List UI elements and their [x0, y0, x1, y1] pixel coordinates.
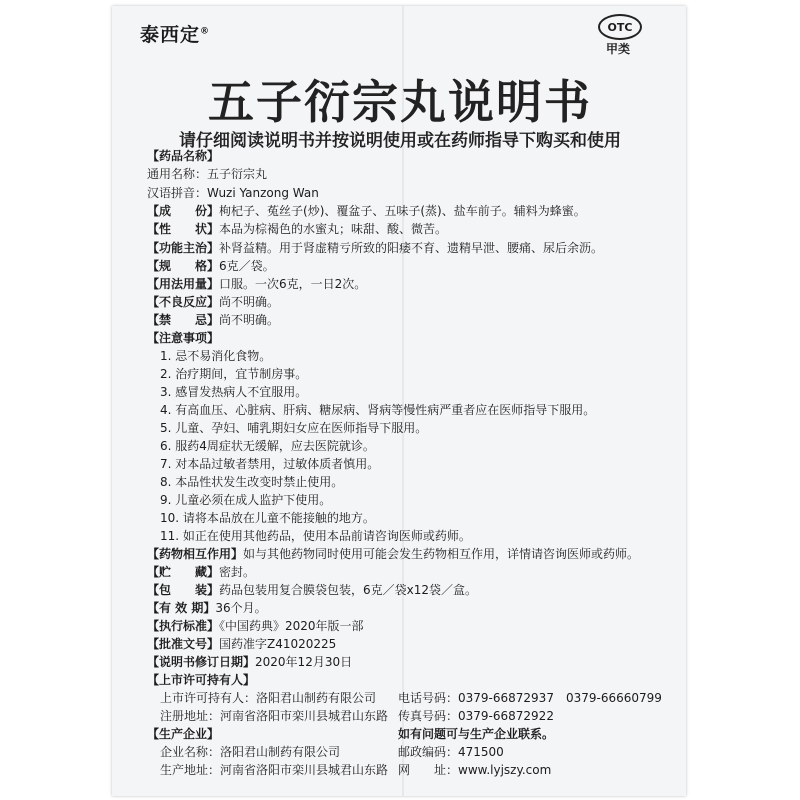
precaution-item: 1. 忌不易消化食物。: [160, 349, 272, 363]
storage-row: 【贮 藏】密封。: [147, 565, 256, 579]
dosage-row: 【用法用量】口服。一次6克，一日2次。: [147, 277, 367, 291]
standard-row: 【执行标准】《中国药典》2020年版一部: [147, 619, 364, 633]
approval-row: 【批准文号】国药准字Z41020225: [147, 637, 337, 651]
ingredients-row: 【成 份】枸杞子、菟丝子(炒)、覆盆子、五味子(蒸)、盐车前子。辅料为蜂蜜。: [147, 204, 586, 218]
precaution-item: 2. 治疗期间，宜节制房事。: [160, 367, 308, 381]
precaution-item: 6. 服药4周症状无缓解，应去医院就诊。: [160, 439, 375, 453]
precaution-item: 3. 感冒发热病人不宜服用。: [160, 385, 308, 399]
drug-name-header: 【药品名称】: [147, 149, 220, 163]
precaution-item: 5. 儿童、孕妇、哺乳期妇女应在医师指导下服用。: [160, 421, 428, 435]
manufacturer-postal: 邮政编码：471500: [398, 745, 504, 759]
brand-logo: 泰西定®: [140, 24, 211, 46]
manufacturer-phone: 电话号码：0379-66872937 0379-66660799: [398, 691, 662, 705]
indications-row: 【功能主治】补肾益精。用于肾虚精亏所致的阳痿不育、遗精早泄、腰痛、尿后余沥。: [147, 241, 604, 255]
precaution-item: 4. 有高血压、心脏病、肝病、糖尿病、肾病等慢性病严重者应在医师指导下服用。: [160, 403, 596, 417]
holder-address: 注册地址：河南省洛阳市栾川县城君山东路: [160, 709, 389, 723]
common-name: 通用名称：五子衍宗丸: [147, 167, 268, 181]
pinyin-name: 汉语拼音：Wuzi Yanzong Wan: [147, 186, 319, 200]
manufacturer-website: 网 址：www.lyjszy.com: [398, 763, 552, 777]
precautions-header: 【注意事项】: [147, 331, 220, 345]
packaging-row: 【包 装】药品包装用复合膜袋包装，6克／袋x12袋／盒。: [147, 583, 478, 597]
interactions-row: 【药物相互作用】如与其他药物同时使用可能会发生药物相互作用，详情请咨询医师或药师。: [147, 547, 640, 561]
validity-row: 【有 效 期】36个月。: [147, 601, 267, 615]
adverse-reactions-row: 【不良反应】尚不明确。: [147, 295, 280, 309]
precaution-item: 8. 本品性状发生改变时禁止使用。: [160, 475, 344, 489]
holder-name: 上市许可持有人：洛阳君山制药有限公司: [160, 691, 377, 705]
precaution-item: 7. 对本品过敏者禁用，过敏体质者慎用。: [160, 457, 380, 471]
precaution-item: 9. 儿童必须在成人监护下使用。: [160, 493, 332, 507]
otc-class-label: 甲类: [606, 42, 631, 56]
specification-row: 【规 格】6克／袋。: [147, 259, 275, 273]
document-subtitle: 请仔细阅读说明书并按说明使用或在药师指导下购买和使用: [179, 131, 621, 151]
manufacturer-address: 生产地址：河南省洛阳市栾川县城君山东路: [160, 763, 389, 777]
manufacturer-name: 企业名称：洛阳君山制药有限公司: [160, 745, 341, 759]
manufacturer-header: 【生产企业】: [147, 727, 220, 741]
revision-date-row: 【说明书修订日期】2020年12月30日: [147, 655, 353, 669]
holder-header: 【上市许可持有人】: [147, 673, 256, 687]
precaution-item: 10. 请将本品放在儿童不能接触的地方。: [160, 511, 375, 525]
manufacturer-fax: 传真号码：0379-66872922: [398, 709, 554, 723]
otc-badge: OTC: [598, 14, 642, 40]
contraindications-row: 【禁 忌】尚不明确。: [147, 313, 280, 327]
footer-note: 如有问题可与生产企业联系。: [398, 727, 555, 741]
document-title: 五子衍宗丸说明书: [208, 75, 592, 129]
precaution-item: 11. 如正在使用其他药品，使用本品前请咨询医师或药师。: [160, 529, 471, 543]
properties-row: 【性 状】本品为棕褐色的水蜜丸；味甜、酸、微苦。: [147, 222, 448, 236]
